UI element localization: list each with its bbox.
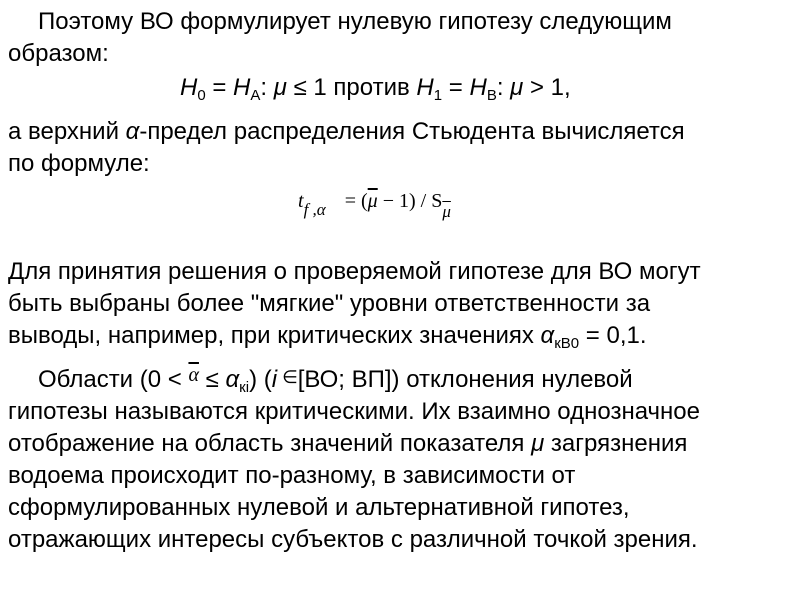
p4-text-a: Области (0 < (38, 366, 189, 393)
paragraph-4-line-5: сформулированных нулевой и альтернативной гипотез, (8, 494, 630, 521)
h1-symbol: H (416, 74, 434, 101)
mu-symbol-1: μ (273, 74, 287, 101)
mu-symbol-3: μ (531, 430, 545, 457)
p2-text-post: -предел распределения Стьюдента вычисляется (139, 118, 685, 145)
hyp-colon-1: : (260, 74, 274, 101)
hypothesis-line (180, 72, 571, 104)
p3-text-post: = 0,1. (579, 322, 647, 349)
mu-symbol-2: μ (510, 74, 524, 101)
paragraph-2-line-2: по формуле: (8, 150, 150, 177)
paragraph-1-line-2: образом: (8, 40, 109, 67)
alpha-ki-symbol: α (225, 366, 240, 393)
hyp-text-1: ≤ 1 против (286, 74, 417, 101)
p4-line3-pre: отображение на область значений показателя (8, 430, 532, 457)
alpha-ki-subscript: кi (239, 379, 250, 396)
p2-text-pre: а верхний (8, 118, 126, 145)
paragraph-4-line-6: отражающих интересы субъектов с различной точкой зрения. (8, 526, 698, 553)
hb-symbol: H (469, 74, 487, 101)
hyp-eq-1: = (205, 74, 234, 101)
p4-text-c: ) ( (249, 366, 272, 393)
element-of-symbol: ∈ (277, 367, 298, 387)
paragraph-4-line-3 (8, 428, 687, 460)
hb-subscript: B (486, 87, 497, 104)
paragraph-4-line-4: водоема происходит по-разному, в зависимости от (8, 462, 576, 489)
paragraph-3-line-2: быть выбраны более "мягкие" уровни ответственности за (8, 290, 651, 317)
formula-t-subscript: f ,α (303, 200, 326, 219)
hyp-eq-2: = (442, 74, 470, 101)
ha-symbol: H (233, 74, 251, 101)
paragraph-3-line-3 (8, 320, 647, 352)
alpha-kb0-symbol: α (540, 322, 555, 349)
p3-text-pre: выводы, например, при критических значениях (8, 322, 541, 349)
i-symbol: i (271, 366, 278, 393)
student-formula (298, 190, 451, 221)
h0-subscript: 0 (197, 87, 206, 104)
paragraph-4-line-1 (38, 364, 633, 397)
h0-symbol: H (180, 74, 198, 101)
formula-t: t (298, 190, 304, 212)
alpha-symbol: α (125, 118, 140, 145)
paragraph-3-line-1: Для принятия решения о проверяемой гипотезе для ВО могут (8, 258, 701, 285)
alpha-kb0-subscript: кВ0 (554, 335, 580, 352)
paragraph-1-line-1: Поэтому ВО формулирует нулевую гипотезу следующим (38, 8, 672, 35)
hyp-colon-2: : (496, 74, 511, 101)
formula-mid: − 1) / S (377, 190, 443, 212)
formula-mu: $\overline{\mu}$ (367, 190, 378, 212)
paragraph-4-line-2: гипотезы называются критическими. Их взаимно однозначное (8, 398, 700, 425)
ha-subscript: A (250, 87, 261, 104)
formula-eq: = ( (344, 190, 368, 212)
paragraph-2-line-1 (8, 116, 685, 148)
p4-text-d: [ВО; ВП]) отклонения нулевой (297, 366, 633, 393)
formula-s-subscript: μ (442, 202, 451, 221)
p4-text-b: ≤ (198, 366, 226, 393)
hyp-text-2: > 1, (523, 74, 571, 101)
alpha-image-symbol: α (188, 364, 199, 386)
p4-line3-post: загрязнения (544, 430, 688, 457)
h1-subscript: 1 (433, 87, 443, 104)
